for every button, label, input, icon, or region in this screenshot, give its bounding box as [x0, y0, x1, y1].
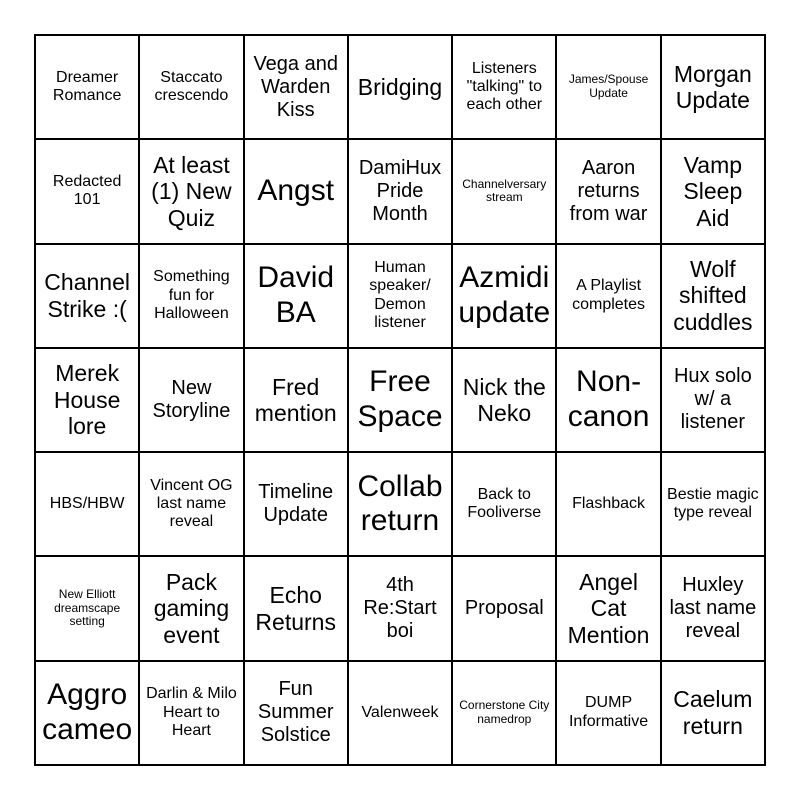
bingo-cell[interactable]: Cornerstone City namedrop — [452, 661, 556, 765]
bingo-cell[interactable]: Timeline Update — [244, 452, 348, 556]
bingo-cell[interactable]: Valenweek — [348, 661, 452, 765]
bingo-cell[interactable]: Dreamer Romance — [35, 35, 139, 139]
bingo-board — [34, 34, 766, 766]
bingo-cell[interactable]: James/Spouse Update — [556, 35, 660, 139]
bingo-cell[interactable]: Caelum return — [661, 661, 765, 765]
bingo-cell[interactable]: Darlin & Milo Heart to Heart — [139, 661, 243, 765]
bingo-cell[interactable]: Nick the Neko — [452, 348, 556, 452]
bingo-cell[interactable]: New Storyline — [139, 348, 243, 452]
bingo-cell[interactable]: Azmidi update — [452, 244, 556, 348]
bingo-cell[interactable]: Staccato crescendo — [139, 35, 243, 139]
bingo-cell[interactable]: Aggro cameo — [35, 661, 139, 765]
bingo-cell[interactable]: Hux solo w/ a listener — [661, 348, 765, 452]
bingo-cell[interactable]: Echo Returns — [244, 556, 348, 660]
bingo-cell[interactable]: Human speaker/ Demon listener — [348, 244, 452, 348]
bingo-cell[interactable]: David BA — [244, 244, 348, 348]
bingo-cell[interactable]: Vincent OG last name reveal — [139, 452, 243, 556]
bingo-cell[interactable]: Proposal — [452, 556, 556, 660]
bingo-cell[interactable]: At least (1) New Quiz — [139, 139, 243, 243]
bingo-cell[interactable]: DUMP Informative — [556, 661, 660, 765]
bingo-cell[interactable]: Back to Fooliverse — [452, 452, 556, 556]
bingo-cell[interactable]: Angst — [244, 139, 348, 243]
bingo-cell[interactable]: A Playlist completes — [556, 244, 660, 348]
bingo-cell[interactable]: 4th Re:Start boi — [348, 556, 452, 660]
bingo-cell[interactable]: Merek House lore — [35, 348, 139, 452]
bingo-cell[interactable]: Redacted 101 — [35, 139, 139, 243]
bingo-cell[interactable]: Channel Strike :( — [35, 244, 139, 348]
bingo-cell[interactable]: Wolf shifted cuddles — [661, 244, 765, 348]
bingo-cell[interactable]: New Elliott dreamscape setting — [35, 556, 139, 660]
bingo-cell[interactable]: Aaron returns from war — [556, 139, 660, 243]
bingo-cell[interactable]: Channelversary stream — [452, 139, 556, 243]
bingo-cell[interactable]: Bridging — [348, 35, 452, 139]
bingo-cell[interactable]: Flashback — [556, 452, 660, 556]
bingo-cell[interactable]: Morgan Update — [661, 35, 765, 139]
bingo-cell[interactable]: Pack gaming event — [139, 556, 243, 660]
bingo-cell[interactable]: DamiHux Pride Month — [348, 139, 452, 243]
bingo-cell[interactable]: Angel Cat Mention — [556, 556, 660, 660]
bingo-cell[interactable]: Vega and Warden Kiss — [244, 35, 348, 139]
bingo-cell[interactable]: Vamp Sleep Aid — [661, 139, 765, 243]
bingo-cell[interactable]: Bestie magic type reveal — [661, 452, 765, 556]
bingo-cell[interactable]: HBS/HBW — [35, 452, 139, 556]
bingo-cell[interactable]: Fun Summer Solstice — [244, 661, 348, 765]
bingo-cell[interactable]: Fred mention — [244, 348, 348, 452]
bingo-cell[interactable]: Listeners "talking" to each other — [452, 35, 556, 139]
bingo-cell[interactable]: Something fun for Halloween — [139, 244, 243, 348]
bingo-cell[interactable]: Collab return — [348, 452, 452, 556]
bingo-cell[interactable]: Non-canon — [556, 348, 660, 452]
bingo-cell[interactable]: Free Space — [348, 348, 452, 452]
bingo-cell[interactable]: Huxley last name reveal — [661, 556, 765, 660]
